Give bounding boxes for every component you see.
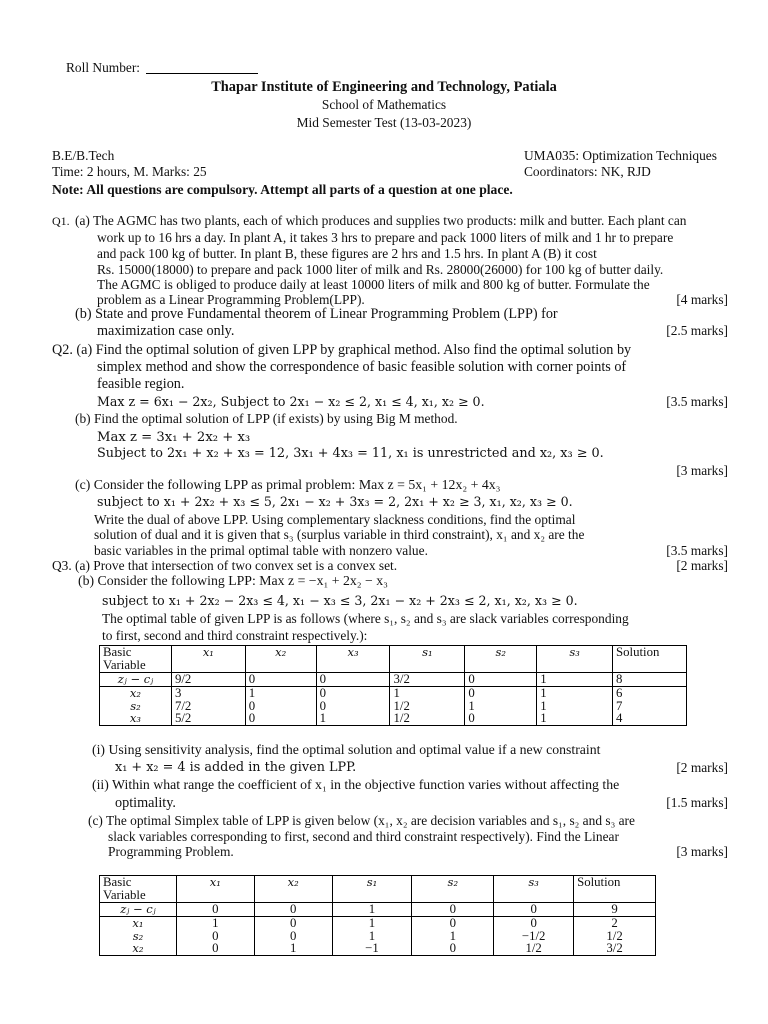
table-cell: 3/2 [390, 673, 465, 687]
program-label: B.E/B.Tech [52, 148, 115, 163]
q2c-line-5: basic variables in the primal optimal table with nonzero value. [94, 543, 428, 558]
table-cell: 0 [465, 673, 537, 687]
optimal-table-q3c [99, 875, 656, 956]
table-cell: 0 [412, 903, 494, 917]
q2b-constraints: Subject to 2x₁ + x₂ + x₃ = 12, 3x₁ + 4x₃ = 11, x₁ is unrestricted and x₂, x₃ ≥ 0. [97, 446, 604, 461]
table-cell: 3 7/2 5/2 [171, 687, 245, 726]
table-cell: 0 −1/2 1/2 [494, 917, 574, 956]
q1b-line-2: maximization case only. [97, 323, 235, 339]
table-cell: 1 [332, 903, 412, 917]
table-cell: 0 [254, 903, 332, 917]
q1b-line-1: (b) State and prove Fundamental theorem of Linear Programming Problem (LPP) for [75, 306, 558, 322]
q1b-marks: [2.5 marks] [666, 323, 728, 338]
table-cell: x₁ s₂ x₂ [100, 917, 177, 956]
school-name: School of Mathematics [321, 97, 447, 112]
q1a-line-4: Rs. 15000(18000) to prepare and pack 1000 liter of milk and Rs. 28000(26000) for 100 kg of butter daily. [97, 262, 664, 277]
q1a-line-6: problem as a Linear Programming Problem(LPP). [97, 292, 365, 307]
q2a-line-2: simplex method and show the correspondence of basic feasible solution with corner points of [97, 359, 627, 375]
table-header-cell: s₁ [390, 646, 465, 673]
q3b-ii-line-2: optimality. [115, 795, 176, 811]
q3b-line-4: to first, second and third constraint respectively.): [102, 628, 368, 643]
q3c-line-3: Programming Problem. [108, 844, 234, 859]
roll-number-label: Roll Number: [66, 60, 141, 75]
table-header-cell: Basic Variable [100, 876, 177, 903]
table-header-row [100, 876, 656, 903]
q2c-line-4: solution of dual and it is given that s₃ (surplus variable in third constraint), x₁ and x₂ are the [94, 527, 585, 542]
table-cell: 9/2 [171, 673, 245, 687]
q3b-line-3: The optimal table of given LPP is as follows (where s₁, s₂ and s₃ are slack variables corresponding [102, 611, 629, 626]
q3c-line-2: slack variables corresponding to first, second and third constraint respectively). Find the Linear [108, 829, 619, 844]
q1a-line-5: The AGMC is obliged to produce daily at least 10000 liters of milk and 800 kg of butter. Formulate the [97, 277, 650, 292]
q3b-line-1: (b) Consider the following LPP: Max z = −x₁ + 2x₂ − x₃ [78, 573, 388, 588]
q2c-line-3: Write the dual of above LPP. Using complementary slackness conditions, find the optimal [94, 512, 576, 527]
note-line: Note: All questions are compulsory. Attempt all parts of a question at one place. [52, 182, 513, 197]
time-marks-label: Time: 2 hours, M. Marks: 25 [52, 164, 207, 179]
table-header-cell: x₂ [254, 876, 332, 903]
course-label: UMA035: Optimization Techniques [524, 148, 717, 163]
optimal-table-q3b [99, 645, 687, 726]
q2b-line-1: (b) Find the optimal solution of LPP (if exists) by using Big M method. [75, 411, 458, 426]
table-header-cell: x₁ [171, 646, 245, 673]
q1-number: Q1. [52, 214, 70, 228]
table-cell: 1 [537, 673, 613, 687]
roll-number-row [66, 60, 258, 76]
table-cell: 0 0 1 [254, 917, 332, 956]
q1a-line-3: and pack 100 kg of butter. In plant B, these figures are 2 hrs and 1.5 hrs. In plant A (B) it cost [97, 246, 597, 261]
table-cell: 0 1 0 [465, 687, 537, 726]
table-header-cell: x₁ [176, 876, 254, 903]
table-cell: zⱼ − cⱼ [100, 903, 177, 917]
q2a-objective: Max z = 6x₁ − 2x₂, Subject to 2x₁ − x₂ ≤ 2, x₁ ≤ 4, x₁, x₂ ≥ 0. [97, 394, 485, 409]
table-cell: 0 [245, 673, 316, 687]
q2c-marks: [3.5 marks] [666, 543, 728, 558]
table-header-cell: Basic Variable [100, 646, 172, 673]
table-cell: 0 [494, 903, 574, 917]
table-cell: 2 1/2 3/2 [574, 917, 656, 956]
q2c-line-1: (c) Consider the following LPP as primal problem: Max z = 5x₁ + 12x₂ + 4x₃ [75, 477, 501, 492]
table-header-cell: Solution [574, 876, 656, 903]
q1a-marks: [4 marks] [676, 292, 728, 307]
table-cell: 1 1/2 1/2 [390, 687, 465, 726]
q3c-marks: [3 marks] [676, 844, 728, 859]
table-header-cell: x₃ [316, 646, 390, 673]
q3c-line-1: (c) The optimal Simplex table of LPP is given below (x₁, x₂ are decision variables and s₁, s₂ and s₃ are [88, 813, 635, 828]
table-header-cell: Solution [613, 646, 687, 673]
q2a-marks: [3.5 marks] [666, 394, 728, 409]
table-cell: 6 7 4 [613, 687, 687, 726]
table-cell: 0 [316, 673, 390, 687]
q3a-line-1: Q3. (a) Prove that intersection of two convex set is a convex set. [52, 558, 398, 573]
institute-title: Thapar Institute of Engineering and Technology, Patiala [211, 79, 557, 95]
q3b-ii-line-1: (ii) Within what range the coefficient of x₁ in the objective function varies without affecting the [92, 777, 620, 792]
q1a-line-1: (a) The AGMC has two plants, each of which produces and supplies two products: milk and butter. Each plant can [75, 213, 687, 228]
table-header-cell: x₂ [245, 646, 316, 673]
roll-number-blank [146, 61, 258, 74]
table-row [100, 687, 687, 726]
table-cell: 1 1 −1 [332, 917, 412, 956]
q2c-line-2: subject to x₁ + 2x₂ + x₃ ≤ 5, 2x₁ − x₂ + 3x₃ = 2, 2x₁ + x₂ ≥ 3, x₁, x₂, x₃ ≥ 0. [97, 494, 573, 509]
table-header-cell: s₂ [465, 646, 537, 673]
q3b-i-marks: [2 marks] [676, 760, 728, 775]
table-cell: 0 [176, 903, 254, 917]
table-cell: 9 [574, 903, 656, 917]
table-cell: x₂ s₂ x₃ [100, 687, 172, 726]
table-header-cell: s₁ [332, 876, 412, 903]
table-cell: zⱼ − cⱼ [100, 673, 172, 687]
q1a-line-2: work up to 16 hrs a day. In plant A, it takes 3 hrs to prepare and pack 1000 liters of milk and 1 hr to prepare [97, 230, 674, 245]
q3b-ii-marks: [1.5 marks] [666, 795, 728, 810]
table-cell: 8 [613, 673, 687, 687]
q2a-line-1: Q2. (a) Find the optimal solution of given LPP by graphical method. Also find the optimal solution by [52, 342, 632, 358]
table-cell: 0 0 1 [316, 687, 390, 726]
coordinators-label: Coordinators: NK, RJD [524, 164, 651, 179]
table-header-row [100, 646, 687, 673]
table-row [100, 903, 656, 917]
table-header-cell: s₃ [537, 646, 613, 673]
q2b-marks: [3 marks] [676, 463, 728, 478]
table-row [100, 673, 687, 687]
table-cell: 0 1 0 [412, 917, 494, 956]
q2b-objective: Max z = 3x₁ + 2x₂ + x₃ [97, 430, 251, 445]
table-row [100, 917, 656, 956]
q3a-marks: [2 marks] [676, 558, 728, 573]
table-cell: 1 0 0 [245, 687, 316, 726]
q3b-i-line-1: (i) Using sensitivity analysis, find the optimal solution and optimal value if a new constraint [92, 742, 601, 757]
table-header-cell: s₃ [494, 876, 574, 903]
exam-title: Mid Semester Test (13-03-2023) [296, 115, 472, 130]
q3b-i-line-2: x₁ + x₂ = 4 is added in the given LPP. [115, 760, 357, 775]
table-cell: 1 0 0 [176, 917, 254, 956]
q2a-line-3: feasible region. [97, 376, 185, 392]
table-header-cell: s₂ [412, 876, 494, 903]
table-cell: 1 1 1 [537, 687, 613, 726]
q3b-line-2: subject to x₁ + 2x₂ − 2x₃ ≤ 4, x₁ − x₃ ≤ 3, 2x₁ − x₂ + 2x₃ ≤ 2, x₁, x₂, x₃ ≥ 0. [102, 593, 578, 608]
